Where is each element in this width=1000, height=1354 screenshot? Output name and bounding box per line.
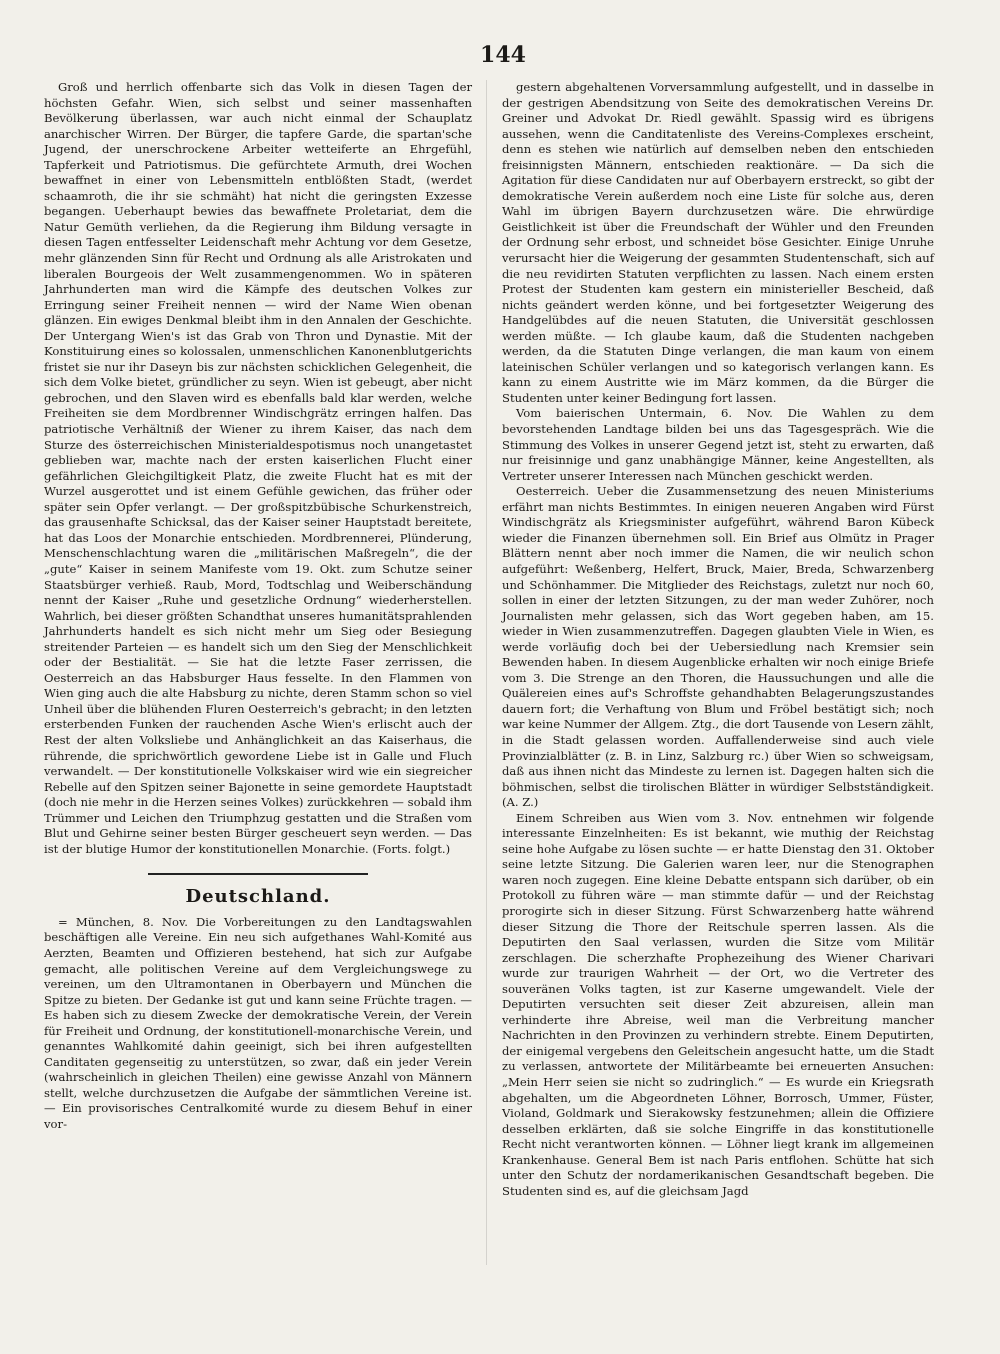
article-muenchen: = München, 8. Nov. Die Vorbereitungen zu den Landtagswahlen beschäftigen alle Vereine. Ein neu sich aufgethanes Wahl-Komité aus Aerzten, Beamten und Offizieren bestehend, hat sich zur Aufgabe gemacht, alle politischen Vereine auf dem Vergleichungswege zu vereinen, um den Ultramontanen in Oberbayern und München die Spitze zu bieten. Der Gedanke ist gut und kann seine Früchte tragen. — Es haben sich zu diesem Zwecke der demokratische Verein, der Verein für Freiheit und Ordnung, der konstitutionell-monarchische Verein, und genanntes Wahlkomité dahin geeinigt, sich bei ihren aufgestellten Canditaten gegenseitig zu unterstützen, so zwar, daß ein jeder Verein (wahrscheinlich in gleichen Theilen) eine gewisse Anzahl von Männern stellt, welche durchzusetzen die Aufgabe der sämmtlichen Vereine ist. — Ein provisorisches Centralkomité wurde zu diesem Behuf in einer vor- xyxy=(44,914,472,1131)
page-number: 144 xyxy=(480,42,526,68)
article-vienna-continued: Groß und herrlich offenbarte sich das Volk in diesen Tagen der höchsten Gefahr. Wien, sich selbst und seiner massenhaften Bevölkerung überlassen, war auch nicht einmal der Schauplatz anarchischer Wirren. Der Bürger, die tapfere Garde, die spartan'sche Jugend, der unerschrockene Arbeiter wetteiferte an Ehrgefühl, Tapferkeit und Patriotismus. Die gefürchtete Armuth, drei Wochen bewaffnet in einer von Lebensmitteln entblößten Stadt, (werdet schaamroth, die ihr sie schmäht) hat nicht die geringsten Exzesse begangen. Ueberhaupt bewies das bewaffnete Proletariat, dem die Natur Gemüth verliehen, da die Regierung ihm Bildung versagte in diesen Tagen entfesselter Leidenschaft mehr Achtung vor dem Gesetze, mehr glänzenden Sinn für Recht und Ordnung als alle Aristrokaten und liberalen Bourgeois der Welt zusammengenommen. Wo in späteren Jahrhunderten man wird die Kämpfe des deutschen Volkes zur Erringung seiner Freiheit nennen — wird der Name Wien obenan glänzen. Ein ewiges Denkmal bleibt ihm in den Annalen der Geschichte. Der Untergang Wien's ist das Grab von Thron und Dynastie. Mit der Konstituirung eines so kolossalen, unmenschlichen Kanonenblutgerichts fristet sie nur ihr Daseyn bis zur nächsten schicklichen Gelegenheit, die sich dem Volke bietet, gründlicher zu seyn. Wien ist gebeugt, aber nicht gebrochen, und den Slaven wird es ebenfalls bald klar werden, welche Freiheiten sie dem Mordbrenner Windischgrätz erringen halfen. Das patriotische Verhältniß der Wiener zu ihrem Kaiser, das nach dem Sturze des österreichischen Ministerialdespotismus noch unangetastet geblieben war, machte nach der ersten kaiserlichen Flucht einer gefährlichen Gleichgiltigkeit Platz, die zweite Flucht hat es mit der Wurzel ausgerottet und ist einem Gefühle gewichen, das früher oder später sein Opfer verlangt. — Der großspitzbübische Schurkenstreich, das grausenhafte Schicksal, das der Kaiser seiner Hauptstadt bereitete, hat das Loos der Monarchie entschieden. Mordbrennerei, Plünderung, Menschenschlachtung waren die „militärischen Maßregeln“, die der „gute“ Kaiser in seinem Manifeste vom 19. Okt. zum Schutze seiner Staatsbürger verhieß. Raub, Mord, Todtschlag und Weiberschändung nennt der Kaiser „Ruhe und gesetzliche Ordnung“ wiederherstellen. Wahrlich, bei dieser größten Schandthat unseres humanitätsprahlenden Jahrhunderts handelt es sich nicht mehr um Sieg oder Besiegung streitender Parteien — es handelt sich um den Sieg der Menschlichkeit oder der Bestialität. — Sie hat die letzte Faser zerrissen, die Oesterreich an das Habsburger Haus fesselte. In den Flammen von Wien ging auch die alte Habsburg zu nichte, deren Stamm schon so viel Unheil über die blühenden Fluren Oesterreich's gebracht; in den letzten ersterbenden Funken der rauchenden Asche Wien's erlischt auch der Rest der alten Volksliebe und Anhänglichkeit an das Kaiserhaus, die rührende, die sprichwörtlich gewordene Liebe ist in Galle und Fluch verwandelt. — Der konstitutionelle Volkskaiser wird wie ein siegreicher Rebelle auf den Spitzen seiner Bajonette in seine gemordete Hauptstadt (doch nie mehr in die Herzen seines Volkes) zurückkehren — sobald ihm Trümmer und Leichen den Triumphzug gestatten und die Straßen vom Blut und Gehirne seiner besten Bürger gescheuert seyn werden. — Das ist der blutige Humor der konstitutionellen Monarchie. (Forts. folgt.) xyxy=(44,80,472,856)
column-divider xyxy=(486,80,487,1265)
left-column xyxy=(44,80,472,1133)
right-column xyxy=(502,80,934,1199)
article-wien-schreiben: Einem Schreiben aus Wien vom 3. Nov. entnehmen wir folgende interessante Einzelnheiten: Es ist bekannt, wie muthig der Reichstag seine hohe Aufgabe zu lösen suchte — er hatte Dienstag den 31. Oktober seine letzte Sitzung. Die Galerien waren leer, nur die Stenographen waren noch zugegen. Eine kleine Debatte entspann sich darüber, ob ein Protokoll zu führen wäre — man stimmte dafür — und der Reichstag prorogirte sich in dieser Sitzung. Fürst Schwarzenberg hatte während dieser Sitzung die Thore der Reitschule sperren lassen. Als die Deputirten den Saal verlassen, wurden die Sitze vom Militär zerschlagen. Die scherzhafte Prophezeihung des Wiener Charivari wurde zur traurigen Wahrheit — der Ort, wo die Vertreter des souveränen Volks tagten, ist zur Kaserne umgewandelt. Viele der Deputirten versuchten seit dieser Zeit abzureisen, allein man verhinderte ihre Abreise, weil man die Verbreitung mancher Nachrichten in den Provinzen zu verhindern strebte. Einem Deputirten, der einigemal vergebens den Geleitschein angesucht hatte, um die Stadt zu verlassen, antwortete der Militärbeamte bei erneuerten Ansuchen: „Mein Herr seien sie nicht so zudringlich.“ — Es wurde ein Kriegsrath abgehalten, um die Abgeordneten Löhner, Borrosch, Ummer, Füster, Violand, Goldmark und Sierakowsky festzunehmen; allein die Offiziere desselben erklärten, daß sie solche Eingriffe in das konstitutionelle Recht nicht verantworten können. — Löhner liegt krank im allgemeinen Krankenhause. General Bem ist nach Paris entflohen. Schütte hat sich unter den Schutz der nordamerikanischen Gesandtschaft begeben. Die Studenten sind es, auf die gleichsam Jagd xyxy=(502,810,934,1198)
section-rule xyxy=(148,873,368,875)
article-muenchen-continued: gestern abgehaltenen Vorversammlung aufgestellt, und in dasselbe in der gestrigen Abendsitzung von Seite des demokratischen Vereins Dr. Greiner und Advokat Dr. Riedl gewählt. Spassig wird es übrigens aussehen, wenn die Canditatenliste des Vereins-Complexes erscheint, denn es stehen wie natürlich auf demselben neben den entschieden freisinnigsten Männern, entschieden reaktionäre. — Da sich die Agitation für diese Candidaten nur auf Oberbayern erstreckt, so gibt der demokratische Verein außerdem noch eine Liste für solche aus, deren Wahl im übrigen Bayern durchzusetzen wäre. Die ehrwürdige Geistlichkeit ist über die Freundschaft der Wühler und den Freunden der Ordnung sehr erbost, und schneidet böse Gesichter. Einige Unruhe verursacht hier die Weigerung der gesammten Studentenschaft, sich auf die neu revidirten Statuten verpflichten zu lassen. Nach einem ersten Protest der Studenten kam gestern ein ministerieller Bescheid, daß nichts geändert werden könne, und bei fortgesetzter Weigerung des Handgelübdes auf die neuen Statuten, die Universität geschlossen werden müßte. — Ich glaube kaum, daß die Studenten nachgeben werden, da die Statuten Dinge verlangen, die man kaum von einem lateinischen Schüler verlangen und so kategorisch verlangen kann. Es kann zu einem Austritte wie im März kommen, da die Bürger die Studenten unter keiner Bedingung fort lassen. xyxy=(502,80,934,405)
section-heading-deutschland: Deutschland. xyxy=(185,886,331,908)
article-untermain: Vom baierischen Untermain, 6. Nov. Die Wahlen zu dem bevorstehenden Landtage bilden bei uns das Tagesgespräch. Wie die Stimmung des Volkes in unserer Gegend jetzt ist, steht zu erwarten, daß nur freisinnige und ganz unabhängige Männer, keine Angestellten, als Vertreter unserer Interessen nach München geschickt werden. xyxy=(502,406,934,483)
article-oesterreich: Oesterreich. Ueber die Zusammensetzung des neuen Ministeriums erfährt man nichts Bestimmtes. In einigen neueren Angaben wird Fürst Windischgrätz als Kriegsminister aufgeführt, während Baron Kübeck wieder die Finanzen übernehmen soll. Ein Brief aus Olmütz in Prager Blättern nennt aber noch immer die Namen, die wir neulich schon aufgeführt: Weßenberg, Helfert, Bruck, Maier, Breda, Schwarzenberg und Schönhammer. Die Mitglieder des Reichstags, zuletzt nur noch 60, sollen in einer der letzten Sitzungen, zu der man weder Zuhörer, noch Journalisten mehr gelassen, sich das Wort gegeben haben, am 15. wieder in Wien zusammenzutreffen. Dagegen glaubten Viele in Wien, es werde vorläufig doch bei der Uebersiedlung nach Kremsier sein Bewenden haben. In diesem Augenblicke erhalten wir noch einige Briefe vom 3. Die Strenge an den Thoren, die Haussuchungen und alle die Quälereien eines auf's Schroffste gehandhabten Belagerungszustandes dauern fort; die Verhaftung von Blum und Fröbel bestätigt sich; noch war keine Nummer der Allgem. Ztg., die dort Tausende von Lesern zählt, in die Stadt gelassen worden. Auffallenderweise sind auch viele Provinzialblätter (z. B. in Linz, Salzburg rc.) über Wien so schweigsam, daß aus ihnen nicht das Mindeste zu lernen ist. Dagegen halten sich die böhmischen, selbst die tirolischen Blätter in würdiger Selbstständigkeit. (A. Z.) xyxy=(502,484,934,810)
